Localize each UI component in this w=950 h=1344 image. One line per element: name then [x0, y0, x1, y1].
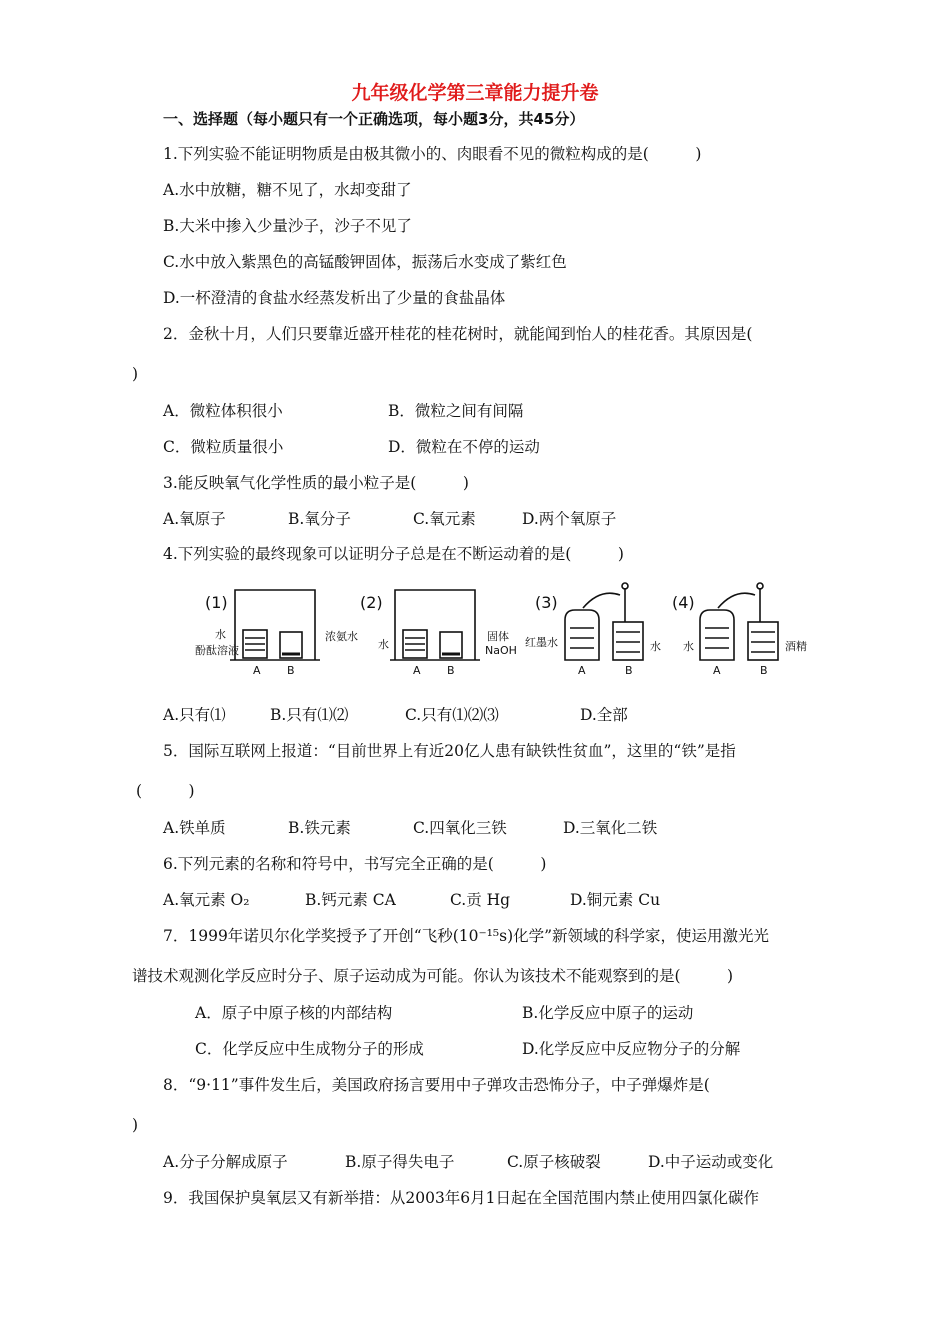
figure-water-label-3: 水 — [650, 640, 661, 653]
question-3-option-c: C.氧元素 — [413, 510, 476, 528]
question-2-option-b: B．微粒之间有间隔 — [388, 402, 524, 420]
question-1-option-d: D.一杯澄清的食盐水经蒸发析出了少量的食盐晶体 — [163, 289, 506, 307]
figure-water-label-4: 水 — [683, 640, 694, 653]
question-7-stem: 7．1999年诺贝尔化学奖授予了开创“飞秒(10⁻¹⁵s)化学”新领域的科学家，使运用激光光 — [163, 927, 770, 945]
section-heading: 一、选择题（每小题只有一个正确选项，每小题3分，共45分） — [163, 110, 585, 128]
question-5-option-c: C.四氧化三铁 — [413, 819, 507, 837]
page-title: 九年级化学第三章能力提升卷 — [351, 82, 599, 104]
question-3-option-b: B.氧分子 — [288, 510, 351, 528]
question-7-stem-2: 谱技术观测化学反应时分子、原子运动成为可能。你认为该技术不能观察到的是( ) — [132, 967, 734, 985]
question-1-option-b: B.大米中掺入少量沙子，沙子不见了 — [163, 217, 412, 235]
question-2-option-d: D．微粒在不停的运动 — [388, 438, 540, 456]
figure-naoh-label: NaOH — [485, 644, 517, 657]
question-8-option-b: B.原子得失电子 — [345, 1153, 455, 1171]
figure-b-label-4: B — [760, 664, 768, 677]
question-9-stem: 9．我国保护臭氧层又有新举措：从2003年6月1日起在全国范围内禁止使用四氯化碳作 — [163, 1189, 760, 1207]
figure-label-3: (3) — [535, 593, 558, 612]
question-5-stem-end: ( ) — [136, 782, 195, 800]
question-6-option-a: A.氧元素 O₂ — [163, 891, 250, 909]
question-2-option-c: C．微粒质量很小 — [163, 438, 284, 456]
figure-label-2: (2) — [360, 593, 383, 612]
question-4-option-d: D.全部 — [580, 706, 628, 724]
figure-b-label-1: B — [287, 664, 295, 677]
figure-a-label-2: A — [413, 664, 421, 677]
figure-water-label: 水 — [215, 628, 226, 641]
question-5-stem: 5．国际互联网上报道：“目前世界上有近20亿人患有缺铁性贫血”，这里的“铁”是指 — [163, 742, 736, 760]
question-3-stem: 3.能反映氧气化学性质的最小粒子是( ) — [163, 474, 469, 492]
question-6-option-d: D.铜元素 Cu — [570, 891, 661, 909]
question-2-stem: 2．金秋十月，人们只要靠近盛开桂花的桂花树时，就能闻到怡人的桂花香。其原因是( — [163, 325, 753, 343]
question-8-stem-end: ) — [132, 1116, 139, 1134]
figure-solid-label: 固体 — [487, 630, 509, 643]
question-8-option-c: C.原子核破裂 — [507, 1153, 601, 1171]
question-4-stem: 4.下列实验的最终现象可以证明分子总是在不断运动着的是( ) — [163, 545, 624, 563]
figure-phenol-label: 酚酞溶液 — [195, 644, 239, 657]
question-7-option-c: C．化学反应中生成物分子的形成 — [195, 1040, 424, 1058]
question-8-stem: 8．“9·11”事件发生后，美国政府扬言要用中子弹攻击恐怖分子，中子弹爆炸是( — [163, 1076, 710, 1094]
question-7-option-d: D.化学反应中反应物分子的分解 — [522, 1040, 741, 1058]
question-3-option-d: D.两个氧原子 — [522, 510, 617, 528]
question-7-option-b: B.化学反应中原子的运动 — [522, 1004, 694, 1022]
question-2-option-a: A．微粒体积很小 — [163, 402, 283, 420]
question-1-stem: 1.下列实验不能证明物质是由极其微小的、肉眼看不见的微粒构成的是( ) — [163, 145, 702, 163]
question-6-option-c: C.贡 Hg — [450, 891, 511, 909]
figure-a-label-3: A — [578, 664, 586, 677]
question-4-option-b: B.只有⑴⑵ — [270, 706, 349, 724]
question-8-option-a: A.分子分解成原子 — [163, 1153, 288, 1171]
figure-redink-label: 红墨水 — [525, 636, 558, 649]
question-1-option-c: C.水中放入紫黑色的高锰酸钾固体，振荡后水变成了紫红色 — [163, 253, 567, 271]
figure-a-label-4: A — [713, 664, 721, 677]
question-8-option-d: D.中子运动或变化 — [648, 1153, 774, 1171]
figure-b-label-2: B — [447, 664, 455, 677]
figure-label-4: (4) — [672, 593, 695, 612]
experiment-figure — [195, 580, 807, 680]
figure-a-label-1: A — [253, 664, 261, 677]
question-6-option-b: B.钙元素 CA — [305, 891, 396, 909]
question-1-option-a: A.水中放糖，糖不见了，水却变甜了 — [163, 181, 412, 199]
figure-ammonia-label: 浓氨水 — [325, 630, 358, 643]
question-5-option-b: B.铁元素 — [288, 819, 351, 837]
question-4-option-c: C.只有⑴⑵⑶ — [405, 706, 499, 724]
question-7-option-a: A．原子中原子核的内部结构 — [195, 1004, 393, 1022]
figure-b-label-3: B — [625, 664, 633, 677]
figure-water-label-2: 水 — [378, 638, 389, 651]
question-6-stem: 6.下列元素的名称和符号中，书写完全正确的是( ) — [163, 855, 547, 873]
figure-label-1: (1) — [205, 593, 228, 612]
question-3-option-a: A.氧原子 — [163, 510, 226, 528]
question-5-option-a: A.铁单质 — [163, 819, 226, 837]
question-2-stem-end: ) — [132, 365, 139, 383]
figure-alcohol-label: 酒精 — [785, 640, 807, 653]
question-4-option-a: A.只有⑴ — [163, 706, 226, 724]
question-5-option-d: D.三氧化二铁 — [563, 819, 658, 837]
